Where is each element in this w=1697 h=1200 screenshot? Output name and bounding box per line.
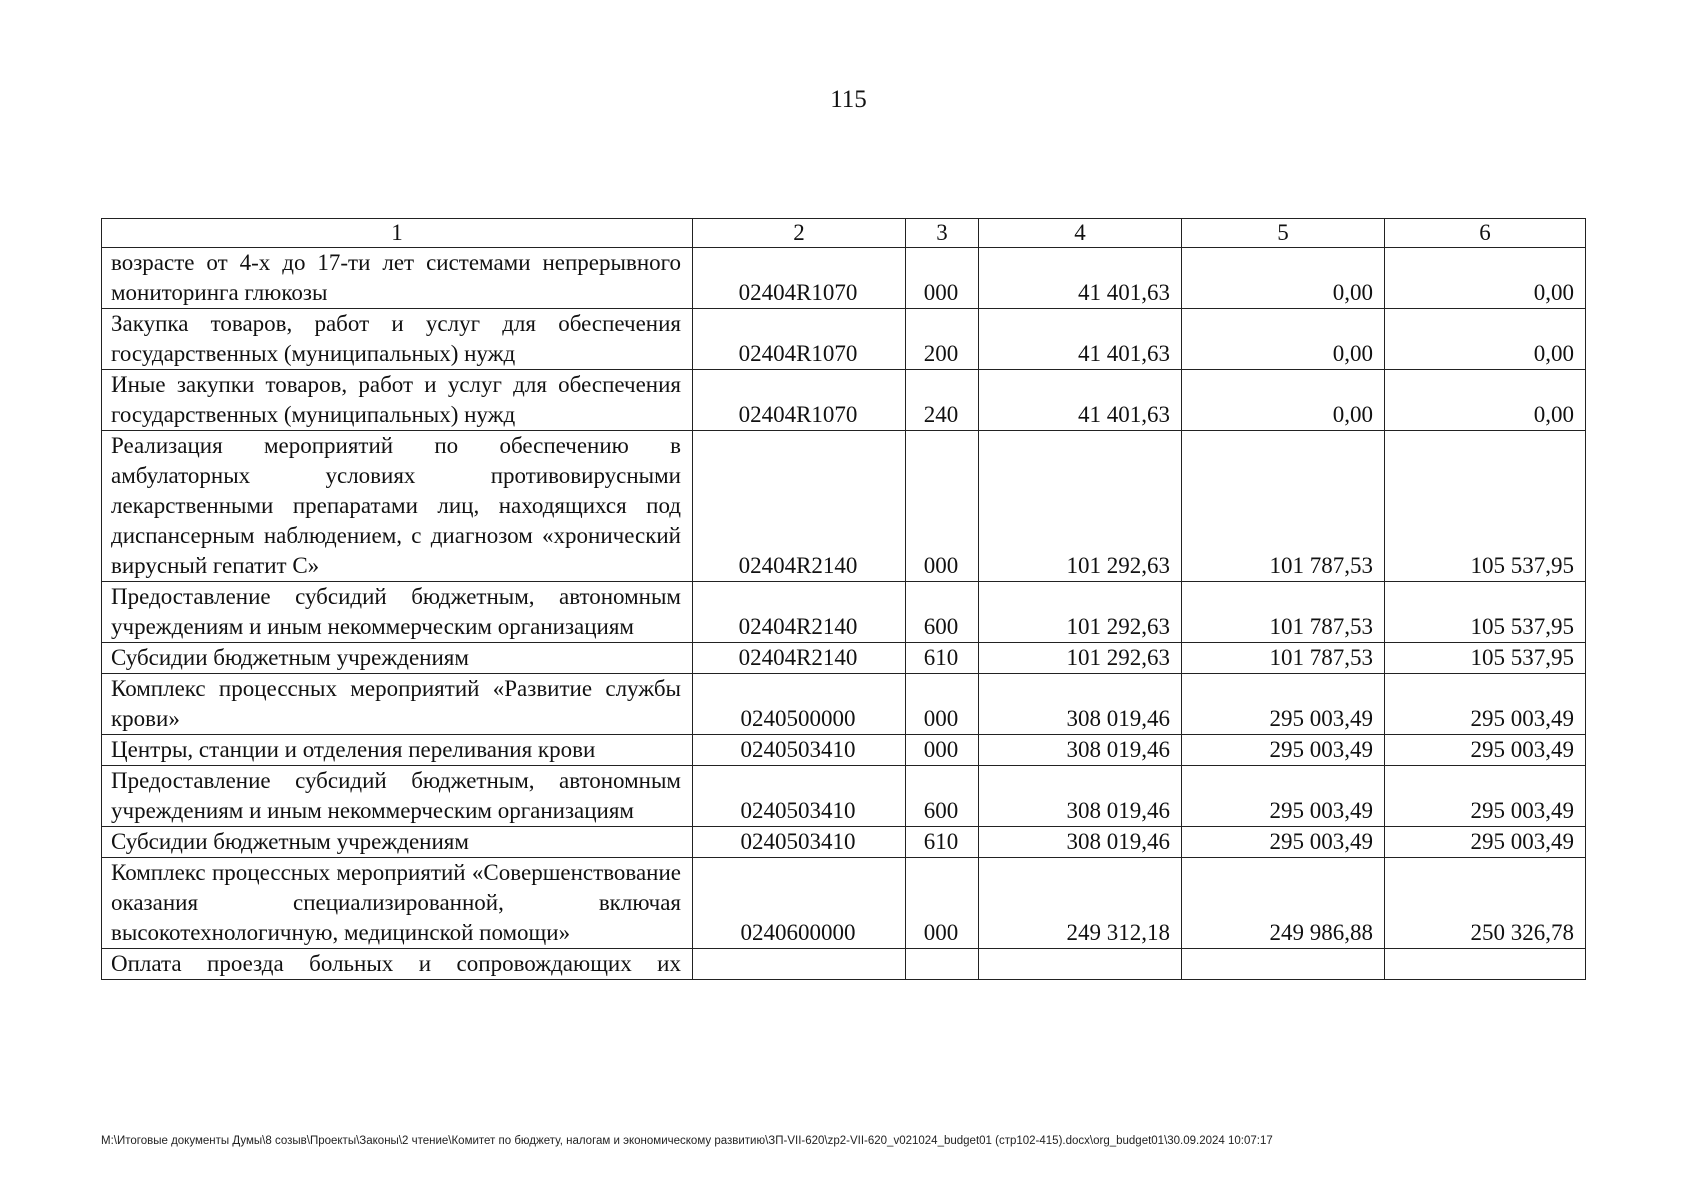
row-target-code: 02404R1070	[693, 248, 906, 309]
row-name: Закупка товаров, работ и услуг для обеспечения государственных (муниципальных) нужд	[102, 309, 693, 370]
row-value-5: 0,00	[1182, 309, 1385, 370]
row-name: возрасте от 4-х до 17-ти лет системами непрерывного мониторинга глюкозы	[102, 248, 693, 309]
row-target-code: 02404R2140	[693, 643, 906, 674]
table-row	[102, 858, 1586, 949]
row-expense-type: 610	[906, 827, 979, 858]
row-expense-type: 600	[906, 582, 979, 643]
table-header-row	[102, 219, 1586, 248]
row-name: Оплата проезда больных и сопровождающих их	[102, 949, 693, 980]
table-row	[102, 949, 1586, 980]
row-value-6: 105 537,95	[1385, 582, 1586, 643]
column-header: 3	[906, 219, 979, 248]
row-expense-type: 240	[906, 370, 979, 431]
row-value-5: 0,00	[1182, 370, 1385, 431]
row-value-6: 295 003,49	[1385, 674, 1586, 735]
row-value-5: 101 787,53	[1182, 643, 1385, 674]
row-value-4: 308 019,46	[979, 766, 1182, 827]
row-target-code: 0240500000	[693, 674, 906, 735]
row-value-6: 105 537,95	[1385, 643, 1586, 674]
row-value-4: 249 312,18	[979, 858, 1182, 949]
row-target-code: 0240600000	[693, 858, 906, 949]
row-target-code: 02404R2140	[693, 431, 906, 582]
row-value-6: 0,00	[1385, 309, 1586, 370]
row-target-code: 02404R1070	[693, 309, 906, 370]
table-row	[102, 643, 1586, 674]
table-row	[102, 582, 1586, 643]
row-name: Субсидии бюджетным учреждениям	[102, 643, 693, 674]
row-value-6: 105 537,95	[1385, 431, 1586, 582]
row-value-4: 101 292,63	[979, 431, 1182, 582]
column-header: 2	[693, 219, 906, 248]
table-row	[102, 766, 1586, 827]
row-name: Предоставление субсидий бюджетным, автономным учреждениям и иным некоммерческим организациям	[102, 766, 693, 827]
row-expense-type: 200	[906, 309, 979, 370]
row-target-code: 02404R2140	[693, 582, 906, 643]
budget-table	[101, 218, 1586, 980]
row-value-6: 295 003,49	[1385, 827, 1586, 858]
row-value-6: 250 326,78	[1385, 858, 1586, 949]
row-value-4: 41 401,63	[979, 248, 1182, 309]
row-name: Предоставление субсидий бюджетным, автономным учреждениям и иным некоммерческим организациям	[102, 582, 693, 643]
row-value-5: 295 003,49	[1182, 674, 1385, 735]
row-target-code: 0240503410	[693, 735, 906, 766]
row-value-4: 308 019,46	[979, 735, 1182, 766]
row-value-5: 295 003,49	[1182, 766, 1385, 827]
row-value-6: 0,00	[1385, 248, 1586, 309]
row-value-5: 101 787,53	[1182, 431, 1385, 582]
row-value-4: 101 292,63	[979, 582, 1182, 643]
row-value-6: 0,00	[1385, 370, 1586, 431]
row-value-6	[1385, 949, 1586, 980]
page-number: 115	[830, 86, 867, 113]
row-expense-type: 000	[906, 735, 979, 766]
row-target-code	[693, 949, 906, 980]
document-footer-path: М:\Итоговые документы Думы\8 созыв\Проекты\Законы\2 чтение\Комитет по бюджету, налогам и экономическому развитию\ЗП-VII-620\zp2-VII-620_v021024_budget01 (стр102-415).docx\org_budget01\30.09.2024 10:07:17	[101, 1135, 1273, 1147]
table-row	[102, 431, 1586, 582]
row-name: Центры, станции и отделения переливания крови	[102, 735, 693, 766]
row-value-4: 308 019,46	[979, 827, 1182, 858]
table-row	[102, 370, 1586, 431]
row-expense-type: 600	[906, 766, 979, 827]
row-name: Реализация мероприятий по обеспечению в амбулаторных условиях противовирусными лекарственными препаратами лиц, находящихся под диспансерным наблюдением, с диагнозом «хронический вирусный гепатит С»	[102, 431, 693, 582]
row-value-5: 249 986,88	[1182, 858, 1385, 949]
row-value-4: 101 292,63	[979, 643, 1182, 674]
row-target-code: 0240503410	[693, 827, 906, 858]
row-value-5: 101 787,53	[1182, 582, 1385, 643]
table-row	[102, 735, 1586, 766]
table-row	[102, 827, 1586, 858]
column-header: 5	[1182, 219, 1385, 248]
row-expense-type: 000	[906, 431, 979, 582]
row-name: Иные закупки товаров, работ и услуг для обеспечения государственных (муниципальных) нужд	[102, 370, 693, 431]
row-name: Субсидии бюджетным учреждениям	[102, 827, 693, 858]
row-value-5: 295 003,49	[1182, 827, 1385, 858]
row-expense-type: 000	[906, 248, 979, 309]
row-expense-type	[906, 949, 979, 980]
row-expense-type: 000	[906, 674, 979, 735]
table-row	[102, 248, 1586, 309]
row-value-4: 41 401,63	[979, 309, 1182, 370]
column-header: 6	[1385, 219, 1586, 248]
row-value-6: 295 003,49	[1385, 735, 1586, 766]
table-row	[102, 309, 1586, 370]
row-value-5	[1182, 949, 1385, 980]
row-target-code: 02404R1070	[693, 370, 906, 431]
row-name: Комплекс процессных мероприятий «Совершенствование оказания специализированной, включая высокотехнологичную, медицинской помощи»	[102, 858, 693, 949]
row-value-6: 295 003,49	[1385, 766, 1586, 827]
table-row	[102, 674, 1586, 735]
row-value-4: 308 019,46	[979, 674, 1182, 735]
column-header: 1	[102, 219, 693, 248]
row-value-5: 295 003,49	[1182, 735, 1385, 766]
row-value-5: 0,00	[1182, 248, 1385, 309]
row-name: Комплекс процессных мероприятий «Развитие службы крови»	[102, 674, 693, 735]
row-value-4: 41 401,63	[979, 370, 1182, 431]
column-header: 4	[979, 219, 1182, 248]
row-expense-type: 610	[906, 643, 979, 674]
row-target-code: 0240503410	[693, 766, 906, 827]
row-expense-type: 000	[906, 858, 979, 949]
row-value-4	[979, 949, 1182, 980]
